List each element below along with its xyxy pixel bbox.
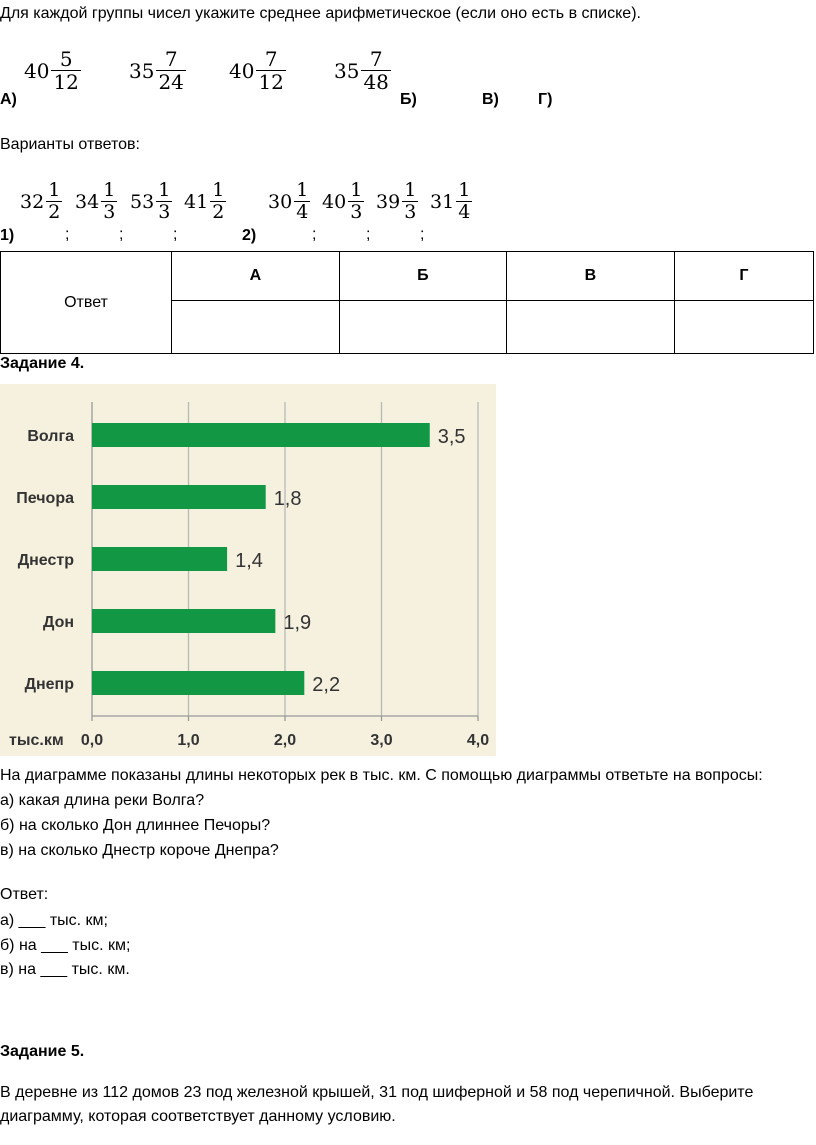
group-d-label: Г) bbox=[538, 91, 553, 108]
task4-title: Задание 4. bbox=[0, 355, 85, 372]
bar-3 bbox=[92, 609, 275, 633]
category-label-2: Днестр bbox=[17, 552, 74, 569]
variant-2-separator-1: ; bbox=[312, 226, 317, 243]
x-tick-label-1: 1,0 bbox=[177, 732, 200, 749]
answer-table bbox=[0, 251, 814, 354]
variant-1-label: 1) bbox=[0, 227, 15, 244]
variant-1-separator-2: ; bbox=[119, 226, 124, 243]
task4-answer-title: Ответ: bbox=[0, 886, 49, 903]
group-c-label: В) bbox=[482, 91, 499, 108]
answer-cell-v[interactable] bbox=[506, 301, 674, 354]
task4-question-b: б) на сколько Дон длиннее Печоры? bbox=[0, 817, 271, 834]
task3-prompt: Для каждой группы чисел укажите среднее арифметическое (если оно есть в списке). bbox=[0, 5, 641, 22]
category-label-3: Дон bbox=[42, 614, 74, 631]
variant-1-number-4: 41 $\frac{1}{2}$ bbox=[184, 179, 225, 223]
answer-header-b: Б bbox=[339, 252, 506, 301]
group-a-label: А) bbox=[0, 91, 17, 108]
value-label-4: 2,2 bbox=[312, 674, 341, 696]
variant-1-number-2: 34 $\frac{1}{3}$ bbox=[75, 179, 116, 223]
answer-header-a: А bbox=[172, 252, 340, 301]
x-tick-label-4: 4,0 bbox=[466, 732, 490, 749]
category-label-0: Волга bbox=[27, 428, 74, 445]
task4-question-a: а) какая длина реки Волга? bbox=[0, 792, 205, 809]
task4-answer-a: а) ___ тыс. км; bbox=[0, 912, 108, 929]
answer-table-header-row bbox=[1, 252, 814, 301]
group-a-number: 40 $\frac{5}{12}$ bbox=[24, 47, 79, 94]
task5-text-line-1: В деревне из 112 домов 23 под железной крышей, 31 под шиферной и 58 под черепичной. Выберите bbox=[0, 1084, 754, 1101]
value-label-1: 1,8 bbox=[273, 488, 302, 510]
answer-cell-b[interactable] bbox=[339, 301, 506, 354]
value-label-3: 1,9 bbox=[283, 612, 312, 634]
variant-1-separator-3: ; bbox=[173, 226, 178, 243]
variant-2-number-2: 40 $\frac{1}{3}$ bbox=[322, 179, 363, 223]
x-tick-label-2: 2,0 bbox=[273, 732, 297, 749]
variant-2-number-1: 30 $\frac{1}{4}$ bbox=[268, 179, 309, 223]
bar-0 bbox=[92, 423, 430, 447]
value-label-0: 3,5 bbox=[437, 426, 466, 448]
variants-title: Варианты ответов: bbox=[0, 136, 140, 153]
variant-2-separator-3: ; bbox=[420, 226, 425, 243]
variant-2-number-4: 31 $\frac{1}{4}$ bbox=[430, 179, 471, 223]
task5-text-line-2: диаграмму, которая соответствует данному условию. bbox=[0, 1108, 396, 1125]
rivers-chart bbox=[0, 384, 496, 756]
variant-2-label: 2) bbox=[242, 227, 257, 244]
variant-1-number-1: 32 $\frac{1}{2}$ bbox=[20, 179, 61, 223]
bar-1 bbox=[92, 485, 266, 509]
group-c-number: 40 $\frac{7}{12}$ bbox=[229, 47, 284, 94]
answer-cell-a[interactable] bbox=[172, 301, 340, 354]
x-unit-label: тыс.км bbox=[9, 732, 64, 749]
task5-title: Задание 5. bbox=[0, 1043, 85, 1060]
group-b-number: 35 $\frac{7}{24}$ bbox=[129, 47, 184, 94]
task4-question-intro: На диаграмме показаны длины некоторых рек в тыс. км. С помощью диаграммы ответьте на вопросы: bbox=[0, 767, 763, 784]
value-label-2: 1,4 bbox=[235, 550, 263, 572]
rivers-chart-svg bbox=[0, 384, 496, 756]
category-label-1: Печора bbox=[16, 490, 74, 507]
bar-4 bbox=[92, 671, 304, 695]
task4-question-v: в) на сколько Днестр короче Днепра? bbox=[0, 842, 279, 859]
task4-answer-b: б) на ___ тыс. км; bbox=[0, 937, 131, 954]
category-label-4: Днепр bbox=[24, 676, 74, 693]
variant-1-separator-1: ; bbox=[65, 226, 70, 243]
task4-answer-v: в) на ___ тыс. км. bbox=[0, 961, 130, 978]
group-d-number: 35 $\frac{7}{48}$ bbox=[334, 47, 389, 94]
variant-2-number-3: 39 $\frac{1}{3}$ bbox=[376, 179, 417, 223]
answer-header-v: В bbox=[506, 252, 674, 301]
group-b-label: Б) bbox=[400, 91, 417, 108]
bar-2 bbox=[92, 547, 227, 571]
variant-1-number-3: 53 $\frac{1}{3}$ bbox=[130, 179, 171, 223]
x-tick-label-3: 3,0 bbox=[370, 732, 393, 749]
answer-header-g: Г bbox=[674, 252, 813, 301]
answer-row-label: Ответ bbox=[1, 252, 172, 354]
x-tick-label-0: 0,0 bbox=[80, 732, 104, 749]
variant-2-separator-2: ; bbox=[366, 226, 371, 243]
answer-cell-g[interactable] bbox=[674, 301, 813, 354]
